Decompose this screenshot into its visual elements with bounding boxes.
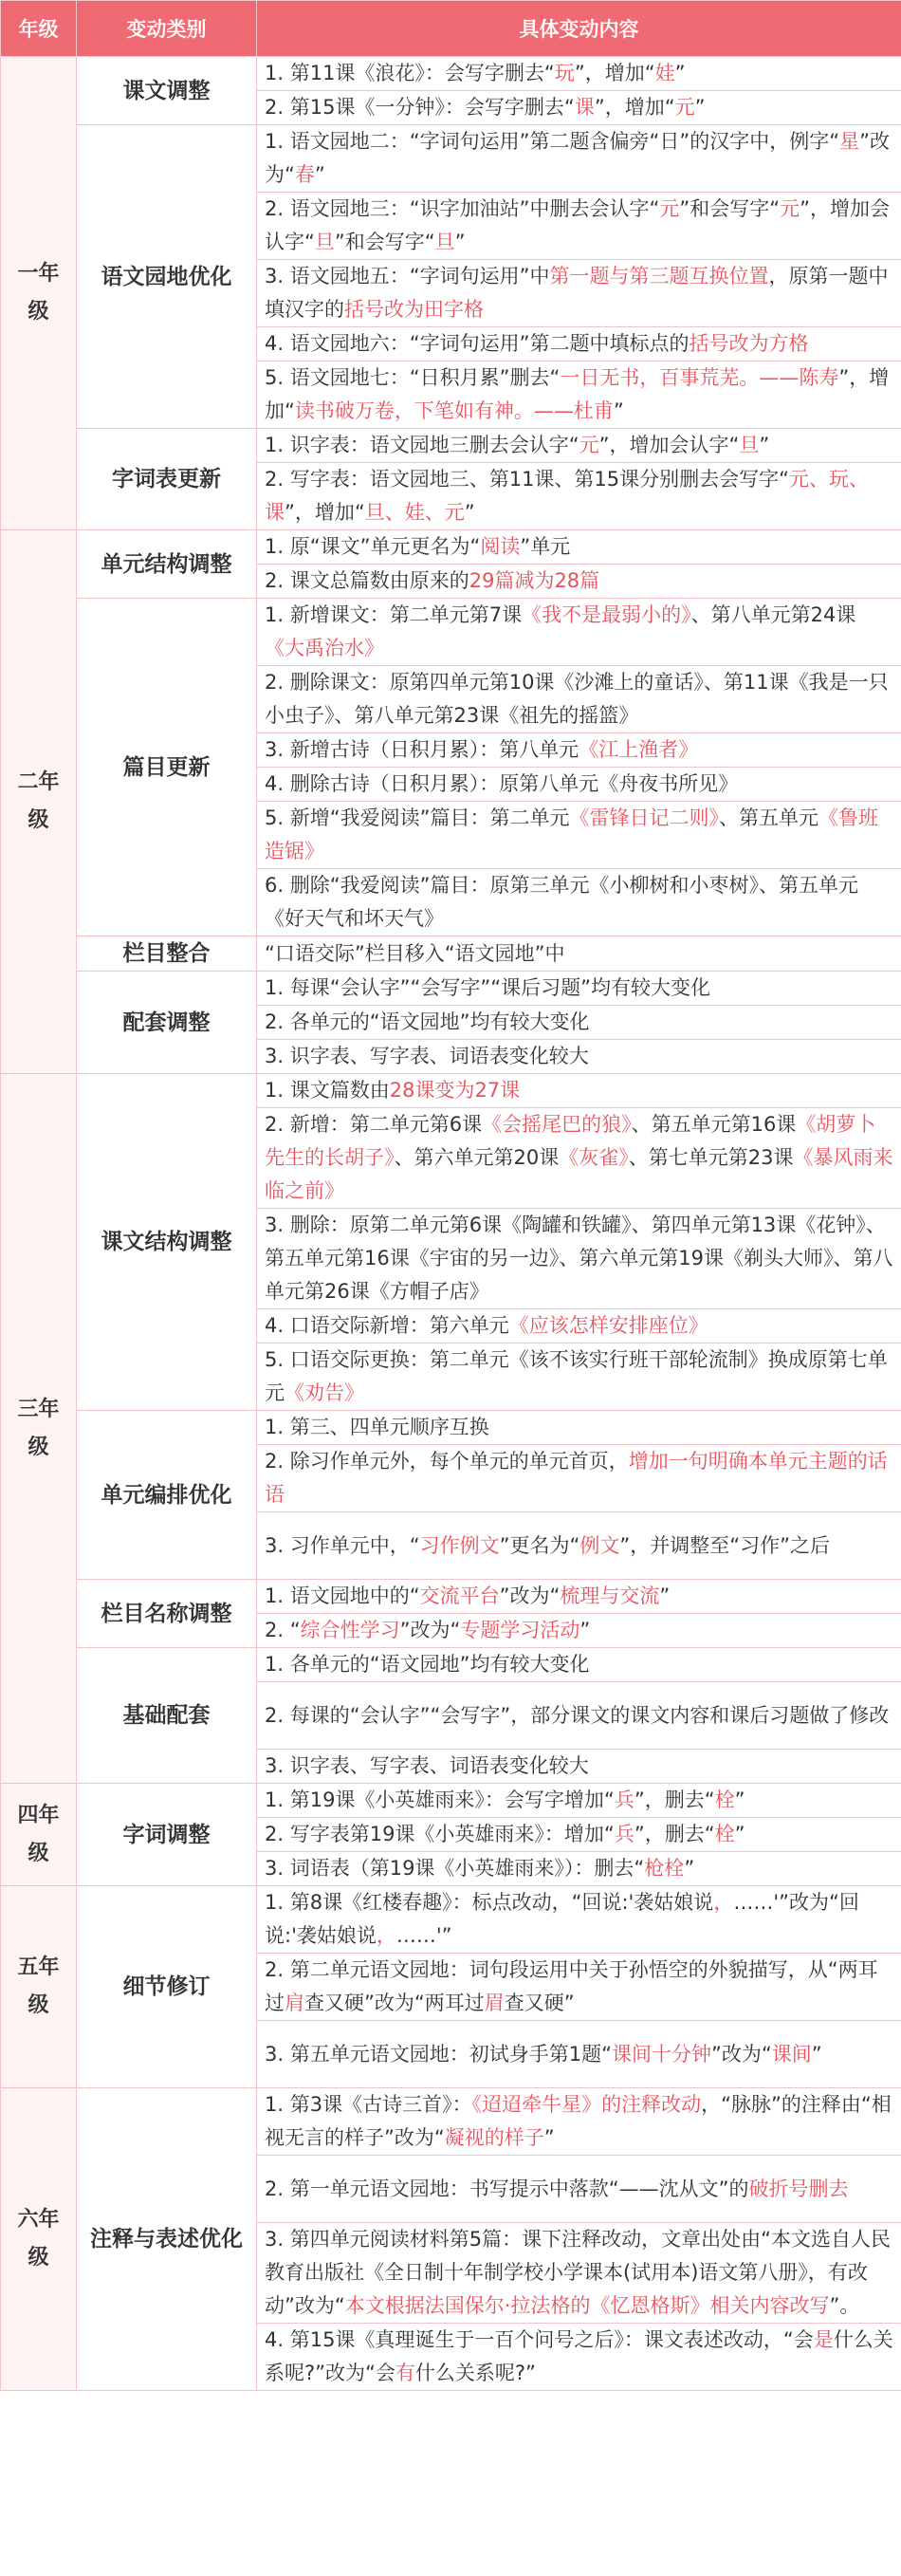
change-item (257, 936, 901, 972)
item-text: 什么关系呢?”改为“会 (265, 2328, 893, 2384)
highlight-text: 是 (813, 2328, 834, 2351)
highlight-text: 《鲁班造锯》 (265, 806, 878, 862)
highlight-text: 凝视的样子 (444, 2126, 544, 2149)
item-text: 1. 各单元的“语文园地”均有较大变化 (265, 1653, 590, 1676)
change-item (257, 768, 901, 802)
item-text: ”。 (829, 2294, 860, 2317)
item-text: 什么关系呢?” (414, 2362, 536, 2384)
item-text: ”改为“ (265, 130, 890, 186)
item-text: 2. 新增：第二单元第6课 (265, 1113, 483, 1136)
item-text: 2. 写字表第19课《小英雄雨来》：增加“ (265, 1823, 615, 1845)
highlight-text: 旦 (314, 231, 335, 253)
item-text: ”单元 (520, 535, 571, 558)
change-item (257, 2088, 901, 2156)
highlight-text: 例文 (579, 1533, 620, 1557)
change-item (257, 327, 901, 361)
highlight-text: 《我不是最弱小的》 (522, 603, 691, 626)
item-text: ” (811, 2042, 822, 2066)
change-item (257, 1682, 901, 1750)
change-item (257, 666, 901, 733)
highlight-text: 眉 (484, 1992, 505, 2014)
table-row (1, 1411, 901, 1445)
highlight-text: 星 (839, 130, 860, 153)
category-cell: 课文调整 (77, 57, 257, 125)
item-text: ……'”改为“回说:'袭姑娘说 (265, 1891, 859, 1947)
highlight-text: 枪栓 (644, 1857, 685, 1880)
item-text: ” (734, 1788, 745, 1811)
item-text: 5. 口语交际更换：第二单元《该不该实行班干部轮流制》换成原第七单元 (265, 1348, 888, 1404)
change-item (257, 91, 901, 125)
item-text: ” (674, 62, 686, 84)
grade-cell: 五年级 (1, 1886, 77, 2088)
change-item (257, 463, 901, 530)
item-text: ” (579, 1619, 591, 1641)
category-cell: 单元编排优化 (77, 1411, 257, 1580)
change-item (257, 869, 901, 936)
item-text: ……'” (395, 1924, 452, 1947)
highlight-text: 元、玩、课 (265, 468, 870, 524)
item-text: ”，增加“ (574, 62, 655, 84)
highlight-text: 《大禹治水》 (265, 637, 384, 659)
item-text: 3. 删除：原第二单元第6课《陶罐和铁罐》、第四单元第13课《花钟》、第五单元第16课《宇宙的另一边》、第六单元第19课《剃头大师》、第八单元第26课《方帽子店》 (265, 1214, 893, 1303)
category-cell: 栏目名称调整 (77, 1580, 257, 1648)
item-text: 、第五单元 (718, 806, 818, 829)
item-text: 2. 写字表：语文园地三、第11课、第15课分别删去会写字“ (265, 468, 790, 491)
highlight-text: 元 (579, 434, 599, 456)
item-text: 2. 除习作单元外，每个单元的单元首页， (265, 1450, 629, 1473)
item-text: 1. 识字表：语文园地三删去会认字“ (265, 434, 579, 456)
table-row (1, 599, 901, 666)
highlight-text: 读书破万卷，下笔如有神。——杜甫 (294, 399, 614, 422)
table-row (1, 936, 901, 972)
highlight-text: 29篇减为28篇 (469, 569, 600, 592)
table-row (1, 1580, 901, 1614)
category-cell: 细节修订 (77, 1886, 257, 2088)
item-text: ”，并调整至“习作”之后 (619, 1533, 830, 1557)
item-text: ” (734, 1823, 745, 1845)
item-text: 3. 新增古诗（日积月累）：第八单元 (265, 738, 579, 761)
highlight-text: 《江上渔者》 (579, 738, 699, 761)
item-text: ”，增加“ (594, 96, 675, 119)
change-item (257, 1886, 901, 1954)
highlight-text: 梳理与交流 (560, 1585, 660, 1607)
item-text: 2. 第15课《一分钟》：会写字删去“ (265, 96, 575, 119)
item-text: ”，删去“ (634, 1823, 715, 1845)
change-item (257, 193, 901, 260)
table-row (1, 1648, 901, 1682)
item-text: ” (314, 163, 325, 186)
highlight-text: ， (713, 1891, 734, 1914)
category-cell: 篇目更新 (77, 599, 257, 936)
change-item (257, 2324, 901, 2391)
highlight-text: 28课变为27课 (389, 1079, 521, 1102)
change-item (257, 599, 901, 666)
item-text: 1. 第11课《浪花》：会写字删去“ (265, 62, 555, 84)
change-item (257, 972, 901, 1006)
change-item (257, 361, 901, 429)
highlight-text: 玩 (554, 62, 575, 84)
header-category: 变动类别 (77, 1, 257, 57)
highlight-text: 本文根据法国保尔·拉法格的《忆恩格斯》相关内容改写 (344, 2294, 830, 2317)
change-item (257, 2223, 901, 2324)
highlight-text: 《暴风雨来临之前》 (265, 1146, 893, 1202)
change-item (257, 1750, 901, 1784)
item-text: 2. 删除课文：原第四单元第10课《沙滩上的童话》、第11课《我是一只小虫子》、第八单元第23课《祖先的摇篮》 (265, 671, 889, 727)
highlight-text: 课 (574, 96, 595, 119)
change-item (257, 1852, 901, 1886)
highlight-text: 交流平台 (419, 1585, 500, 1607)
item-text: ”改为“ (499, 1585, 561, 1607)
change-item (257, 1648, 901, 1682)
change-item (257, 1614, 901, 1648)
highlight-text: 专题学习活动 (460, 1619, 580, 1641)
item-text: 3. 识字表、写字表、词语表变化较大 (265, 1045, 589, 1067)
item-text: 2. “ (265, 1619, 301, 1641)
highlight-text: 破折号删去 (748, 2177, 849, 2200)
item-text: ”，增加会认字“ (265, 197, 891, 253)
change-item (257, 1445, 901, 1512)
item-text: 4. 语文园地六：“字词句运用”第二题中填标点的 (265, 332, 690, 355)
item-text: 1. 每课“会认字”“会写字”“课后习题”均有较大变化 (265, 976, 710, 999)
item-text: ” (613, 399, 624, 422)
item-text: 、第六单元第20课 (394, 1146, 560, 1169)
item-text: 1. 第3课《古诗三首》： (265, 2093, 472, 2116)
change-item (257, 2156, 901, 2223)
item-text: ”改为“ (710, 2042, 772, 2066)
item-text: 4. 第15课《真理诞生于一百个问号之后》：课文表述改动，“会 (265, 2328, 814, 2351)
change-item (257, 57, 901, 91)
item-text: 2. 语文园地三：“识字加油站”中删去会认字“ (265, 197, 660, 220)
item-text: 2. 每课的“会认字”“会写字”，部分课文的课文内容和课后习题做了修改 (265, 1703, 890, 1727)
item-text: 2. 课文总篇数由原来的 (265, 569, 469, 592)
item-text: 6. 删除“我爱阅读”篇目：原第三单元《小柳树和小枣树》、第五单元《好天气和坏天气》 (265, 874, 858, 930)
item-text: ”改为“ (399, 1619, 461, 1641)
item-text: 3. 第五单元语文园地：初试身手第1题“ (265, 2042, 612, 2066)
highlight-text: 栓 (714, 1788, 735, 1811)
change-item (257, 1344, 901, 1411)
highlight-text: 《胡萝卜先生的长胡子》 (265, 1113, 876, 1169)
highlight-text: 春 (294, 163, 315, 186)
item-text: ”和会写字“ (334, 231, 435, 253)
item-text: 5. 新增“我爱阅读”篇目：第二单元 (265, 806, 570, 829)
highlight-text: 《劝告》 (285, 1381, 364, 1404)
highlight-text: 一日无书，百事荒芜。——陈寿 (560, 366, 839, 389)
highlight-text: 括号改为田字格 (344, 298, 484, 321)
table-row (1, 57, 901, 91)
highlight-text: 习作例文 (419, 1533, 500, 1557)
category-cell: 栏目整合 (77, 936, 257, 972)
item-text: ” (759, 434, 770, 456)
highlight-text: 旦、娃、元 (364, 501, 465, 524)
highlight-text: 元 (674, 96, 695, 119)
item-text: 1. 新增课文：第二单元第7课 (265, 603, 523, 626)
item-text: 1. 第8课《红楼春趣》：标点改动，“回说:'袭姑娘说 (265, 1891, 714, 1914)
change-item (257, 1784, 901, 1818)
change-item (257, 802, 901, 869)
highlight-text: 娃 (654, 62, 675, 84)
item-text: 3. 词语表（第19课《小英雄雨来》）：删去“ (265, 1857, 645, 1880)
item-text: ” (659, 1585, 671, 1607)
item-text: ” (694, 96, 706, 119)
highlight-text: 阅读 (480, 535, 521, 558)
grade-cell: 三年级 (1, 1074, 77, 1784)
item-text: 、第八单元第24课 (690, 603, 856, 626)
item-text: 1. 语文园地二：“字词句运用”第二题含偏旁“日”的汉字中，例字“ (265, 130, 840, 153)
grade-cell: 六年级 (1, 2088, 77, 2391)
item-text: 1. 第三、四单元顺序互换 (265, 1416, 489, 1438)
category-cell: 配套调整 (77, 972, 257, 1074)
highlight-text: 肩 (285, 1992, 304, 2014)
change-item (257, 1309, 901, 1344)
highlight-text: 《迢迢牵牛星》的注释改动 (471, 2093, 702, 2116)
category-cell: 字词表更新 (77, 429, 257, 530)
change-item (257, 1209, 901, 1309)
highlight-text: 《会摇尾巴的狼》 (482, 1113, 632, 1136)
item-text: 1. 课文篇数由 (265, 1079, 390, 1102)
item-text: 1. 语文园地中的“ (265, 1585, 420, 1607)
category-cell: 单元结构调整 (77, 530, 257, 599)
table-row (1, 1784, 901, 1818)
header-row (1, 1, 901, 57)
change-item (257, 1818, 901, 1852)
item-text: 2. 各单元的“语文园地”均有较大变化 (265, 1010, 590, 1033)
item-text: ”，增加“ (265, 366, 890, 422)
item-text: 、第五单元第16课 (631, 1113, 797, 1136)
item-text: 4. 口语交际新增：第六单元 (265, 1314, 509, 1337)
table-row (1, 972, 901, 1006)
highlight-text: ， (376, 1924, 396, 1947)
item-text: ” (464, 501, 475, 524)
item-text: 1. 第19课《小英雄雨来》：会写字增加“ (265, 1788, 615, 1811)
grade-cell: 二年级 (1, 530, 77, 1074)
change-item (257, 2021, 901, 2088)
highlight-text: 括号改为方格 (689, 332, 809, 355)
table-row (1, 1886, 901, 1954)
highlight-text: 《灰雀》 (559, 1146, 629, 1169)
table-row (1, 2088, 901, 2156)
change-item (257, 565, 901, 599)
change-item (257, 1411, 901, 1445)
item-text: 3. 第四单元阅读材料第5篇：课下注释改动，文章出处由“本文选自人民教育出版社《全日制十年制学校小学课本(试用本)语文第八册》，有改动”改为“ (265, 2228, 891, 2317)
highlight-text: 《雷锋日记二则》 (569, 806, 719, 829)
table-row (1, 125, 901, 193)
change-item (257, 733, 901, 768)
item-text: 查又硬”改为“两耳过 (304, 1992, 485, 2014)
category-cell: 课文结构调整 (77, 1074, 257, 1411)
change-item (257, 530, 901, 565)
table-row (1, 429, 901, 463)
item-text: ”，删去“ (634, 1788, 715, 1811)
change-item (257, 1954, 901, 2021)
header-grade: 年级 (1, 1, 77, 57)
highlight-text: 旦 (434, 231, 455, 253)
change-item (257, 1108, 901, 1209)
change-item (257, 125, 901, 193)
highlight-text: 有 (395, 2362, 415, 2384)
item-text: ，原第一题中填汉字的 (265, 265, 889, 321)
highlight-text: 兵 (614, 1788, 634, 1811)
category-cell: 基础配套 (77, 1648, 257, 1784)
item-text: 5. 语文园地七：“日积月累”删去“ (265, 366, 561, 389)
item-text: 查又硬” (504, 1992, 575, 2014)
item-text: ” (454, 231, 466, 253)
table-row (1, 1074, 901, 1108)
item-text: 3. 语文园地五：“字词句运用”中 (265, 265, 550, 287)
item-text: ，“脉脉”的注释由“相视无言的样子”改为“ (265, 2093, 892, 2149)
change-item (257, 1580, 901, 1614)
change-item (257, 1074, 901, 1108)
highlight-text: 课间十分钟 (611, 2042, 711, 2066)
change-item (257, 1040, 901, 1074)
highlight-text: 元 (780, 197, 800, 220)
change-item (257, 1006, 901, 1040)
table-row (1, 530, 901, 565)
item-text: ”，增加“ (285, 501, 365, 524)
highlight-text: 栓 (714, 1823, 735, 1845)
item-text: ” (684, 1857, 695, 1880)
highlight-text: 元 (659, 197, 680, 220)
item-text: 3. 识字表、写字表、词语表变化较大 (265, 1754, 589, 1777)
category-cell: 字词调整 (77, 1784, 257, 1886)
highlight-text: 第一题与第三题互换位置 (549, 265, 769, 287)
item-text: 2. 第一单元语文园地：书写提示中落款“——沈从文”的 (265, 2177, 749, 2200)
header-content: 具体变动内容 (257, 1, 901, 57)
change-item (257, 260, 901, 327)
highlight-text: 增加一句明确本单元主题的话语 (265, 1450, 888, 1506)
highlight-text: 综合性学习 (300, 1619, 400, 1641)
item-text: ”，增加会认字“ (598, 434, 740, 456)
item-text: 、第七单元第23课 (628, 1146, 794, 1169)
item-text: ”和会写字“ (679, 197, 781, 220)
change-item (257, 429, 901, 463)
category-cell: 语文园地优化 (77, 125, 257, 429)
item-text: 1. 原“课文”单元更名为“ (265, 535, 481, 558)
highlight-text: 兵 (614, 1823, 634, 1845)
item-text: 3. 习作单元中，“ (265, 1533, 420, 1557)
category-cell: 注释与表述优化 (77, 2088, 257, 2391)
highlight-text: 课间 (771, 2042, 812, 2066)
item-text: “口语交际”栏目移入“语文园地”中 (265, 941, 565, 965)
highlight-text: 《应该怎样安排座位》 (508, 1314, 708, 1337)
item-text: 4. 删除古诗（日积月累）：原第八单元《舟夜书所见》 (265, 772, 739, 795)
item-text: ” (543, 2126, 555, 2149)
grade-cell: 四年级 (1, 1784, 77, 1886)
item-text: 2. 第二单元语文园地：词句段运用中关于孙悟空的外貌描写，从“两耳过 (265, 1958, 878, 2014)
highlight-text: 旦 (739, 434, 760, 456)
change-item (257, 1512, 901, 1580)
grade-cell: 一年级 (1, 57, 77, 530)
item-text: ”更名为“ (499, 1533, 580, 1557)
